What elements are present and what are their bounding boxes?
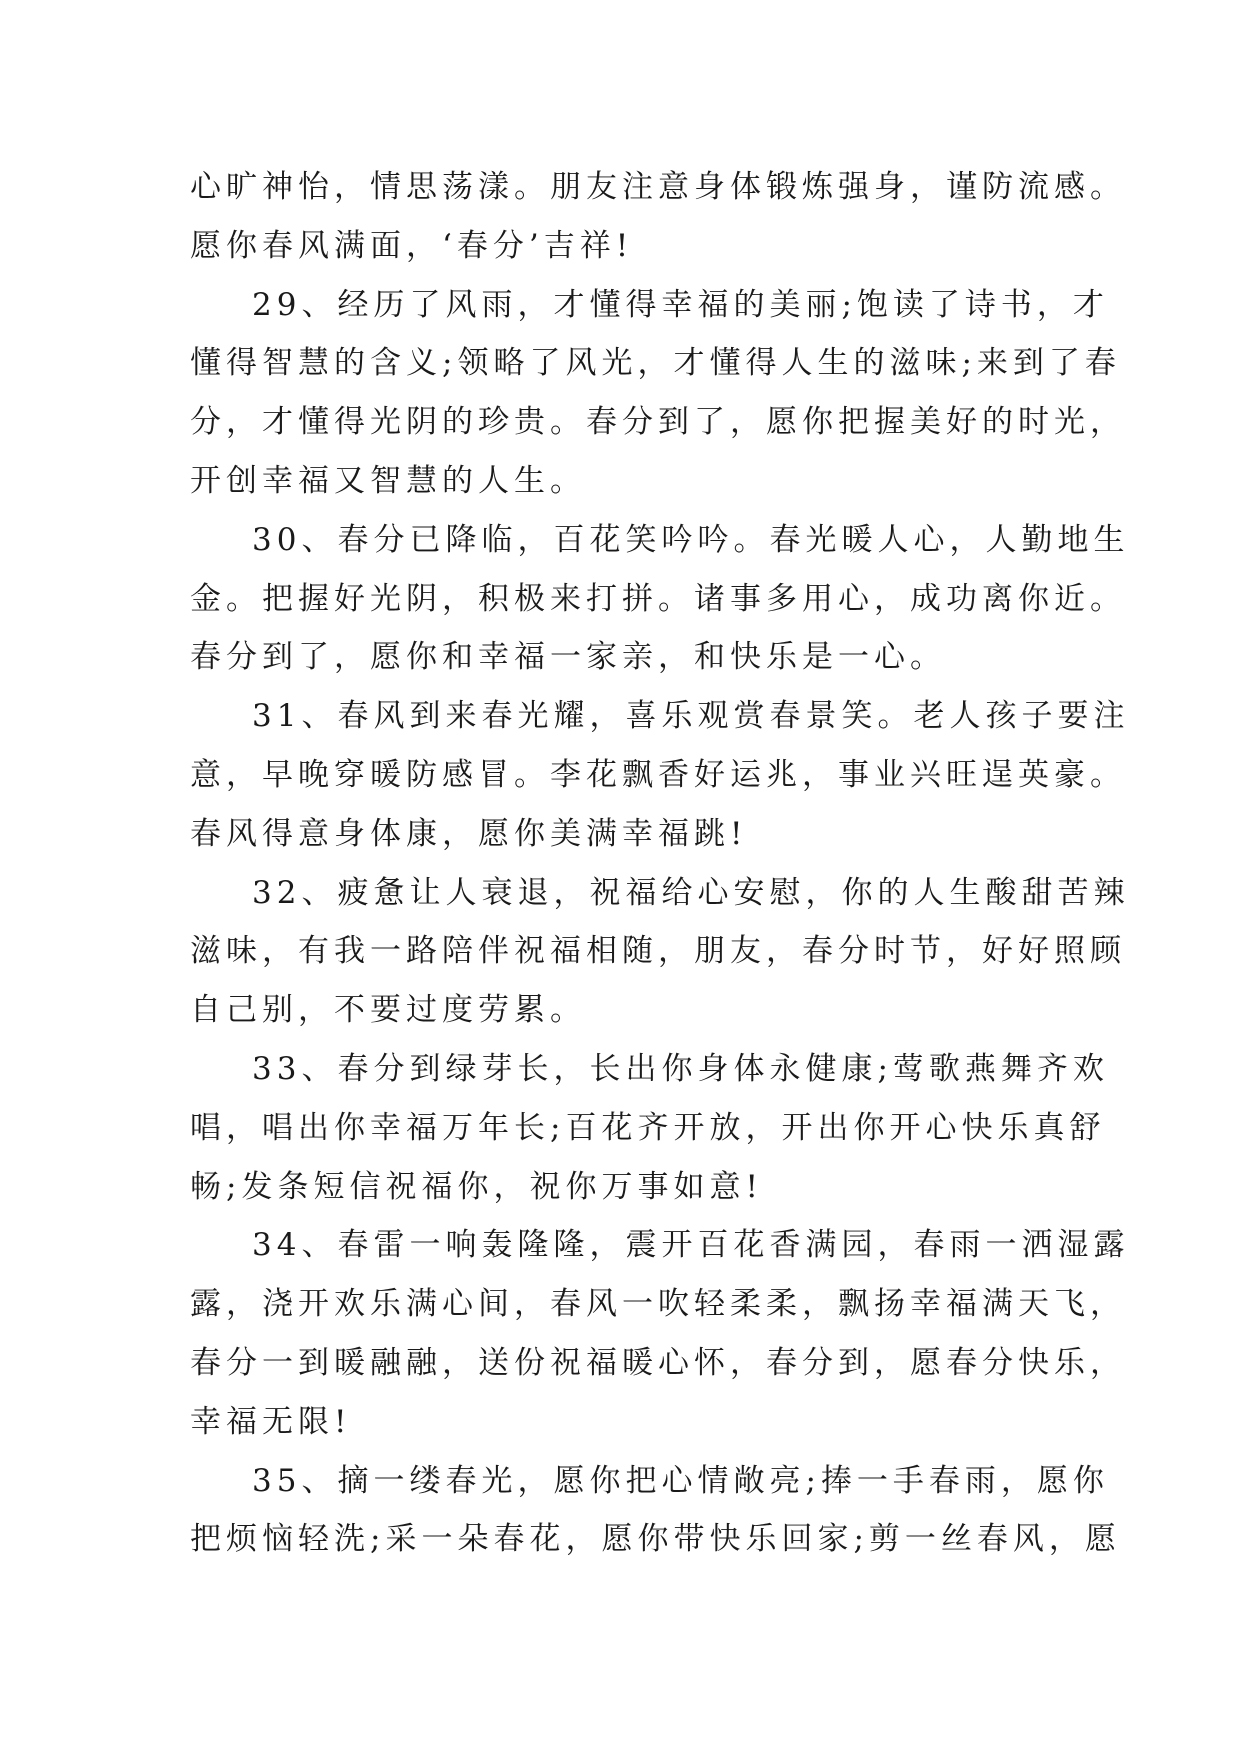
text-line: 34、春雷一响轰隆隆，震开百花香满园，春雨一洒湿露 — [252, 1227, 1130, 1264]
text-line: 30、春分已降临，百花笑吟吟。春光暖人心，人勤地生 — [252, 521, 1130, 558]
text-line: 懂得智慧的含义;领略了风光，才懂得人生的滋味;来到了春 — [190, 345, 1121, 382]
text-line: 开创幸福又智慧的人生。 — [190, 462, 586, 499]
text-line: 露，浇开欢乐满心间，春风一吹轻柔柔，飘扬幸福满天飞， — [190, 1286, 1126, 1323]
text-line: 愿你春风满面，‘春分’吉祥! — [190, 227, 634, 264]
text-line: 35、摘一缕春光，愿你把心情敞亮;捧一手春雨，愿你 — [252, 1462, 1109, 1499]
paragraph-34 — [190, 1216, 1130, 1451]
text-line: 唱，唱出你幸福万年长;百花齐开放，开出你开心快乐真舒 — [190, 1109, 1106, 1146]
text-line: 春风得意身体康，愿你美满幸福跳! — [190, 815, 748, 852]
text-line: 29、经历了风雨，才懂得幸福的美丽;饱读了诗书，才 — [252, 286, 1109, 323]
paragraph-32 — [190, 864, 1130, 1040]
paragraph-30 — [190, 511, 1130, 687]
text-line: 金。把握好光阴，积极来打拼。诸事多用心，成功离你近。 — [190, 580, 1126, 617]
text-line: 意，早晚穿暖防感冒。李花飘香好运兆，事业兴旺逞英豪。 — [190, 756, 1126, 793]
paragraph-31 — [190, 687, 1130, 863]
text-line: 把烦恼轻洗;采一朵春花，愿你带快乐回家;剪一丝春风，愿 — [190, 1521, 1121, 1558]
text-line: 春分一到暖融融，送份祝福暖心怀，春分到，愿春分快乐， — [190, 1344, 1126, 1381]
text-line: 心旷神怡，情思荡漾。朋友注意身体锻炼强身，谨防流感。 — [190, 169, 1126, 205]
text-line: 分，才懂得光阴的珍贵。春分到了，愿你把握美好的时光， — [190, 404, 1126, 441]
text-line: 31、春风到来春光耀，喜乐观赏春景笑。老人孩子要注 — [252, 698, 1130, 735]
paragraph-33 — [190, 1040, 1109, 1216]
text-line: 春分到了，愿你和幸福一家亲，和快乐是一心。 — [190, 639, 946, 676]
text-line: 33、春分到绿芽长，长出你身体永健康;莺歌燕舞齐欢 — [252, 1050, 1109, 1087]
paragraph-35 — [190, 1452, 1121, 1570]
paragraph-continuation — [190, 158, 1126, 276]
text-line: 32、疲惫让人衰退，祝福给心安慰，你的人生酸甜苦辣 — [252, 874, 1130, 911]
text-line: 自己别，不要过度劳累。 — [190, 992, 586, 1029]
text-line: 滋味，有我一路陪伴祝福相随，朋友，春分时节，好好照顾 — [190, 933, 1126, 970]
text-line: 畅;发条短信祝福你，祝你万事如意! — [190, 1168, 763, 1205]
text-line: 幸福无限! — [190, 1403, 352, 1440]
document-body — [190, 158, 1130, 1569]
paragraph-29 — [190, 276, 1126, 511]
